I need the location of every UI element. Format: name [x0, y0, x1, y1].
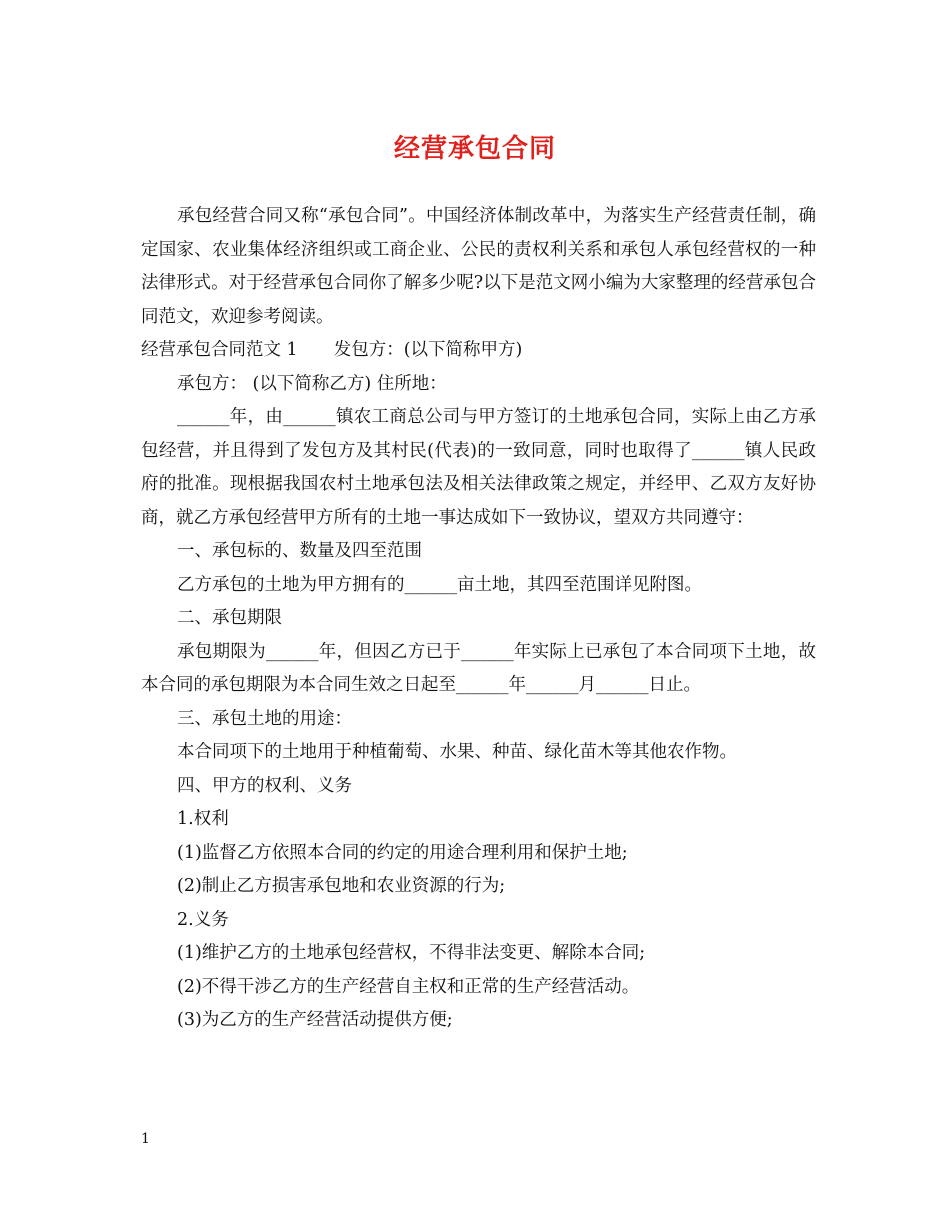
document-title: 经营承包合同: [393, 134, 556, 164]
section-2-text: 承包期限为______年，但因乙方已于______年实际上已承包了本合同项下土地，故本合同的承包期限为本合同生效之日起至______年______月______日止。: [141, 641, 816, 695]
section-3-heading: 三、承包土地的用途：: [177, 708, 352, 729]
duty-item-3: (3)为乙方的生产经营活动提供方便;: [177, 1010, 453, 1030]
section-3-text: 本合同项下的土地用于种植葡萄、水果、种苗、绿化苗木等其他农作物。: [177, 742, 737, 762]
page-number: 1: [141, 1131, 150, 1147]
section-2-heading: 二、承包期限: [177, 608, 282, 628]
section-4-heading: 四、甲方的权利、义务: [177, 775, 352, 796]
party-a-line: 发包方：(以下简称甲方): [333, 340, 523, 360]
right-item-2: (2)制止乙方损害承包地和农业资源的行为;: [177, 876, 506, 896]
section-1-heading: 一、承包标的、数量及四至范围: [177, 541, 422, 561]
sample-heading-line: [141, 334, 816, 368]
rights-heading: 1.权利: [177, 809, 229, 829]
sample-heading: 经营承包合同范文 1: [141, 340, 298, 360]
document-body: [141, 200, 816, 1038]
preamble-paragraph: ______年，由______镇农工商总公司与甲方签订的土地承包合同，实际上由乙方承包经营，并且得到了发包方及其村民(代表)的一致同意，同时也取得了______镇人民政府的批准。现根据我国农村土地承包法及相关法律政策之规定，并经甲、乙双方友好协商，就乙方承包经营甲方所有的土地一事达成如下一致协议，望双方共同遵守：: [141, 407, 816, 528]
right-item-1: (1)监督乙方依照本合同的约定的用途合理利用和保护土地;: [177, 842, 628, 863]
duties-heading: 2.义务: [177, 909, 229, 930]
section-1-text: 乙方承包的土地为甲方拥有的______亩土地，其四至范围详见附图。: [177, 574, 702, 595]
intro-paragraph: 承包经营合同又称“承包合同”。中国经济体制改革中，为落实生产经营责任制，确定国家、农业集体经济组织或工商企业、公民的责权利关系和承包人承包经营权的一种法律形式。对于经营承包合同你了解多少呢?以下是范文网小编为大家整理的经营承包合同范文，欢迎参考阅读。: [141, 206, 816, 327]
duty-item-2: (2)不得干涉乙方的生产经营自主权和正常的生产经营活动。: [177, 976, 640, 997]
duty-item-1: (1)维护乙方的土地承包经营权，不得非法变更、解除本合同;: [177, 943, 646, 963]
party-b-line: 承包方： (以下简称乙方) 住所地：: [177, 373, 447, 394]
